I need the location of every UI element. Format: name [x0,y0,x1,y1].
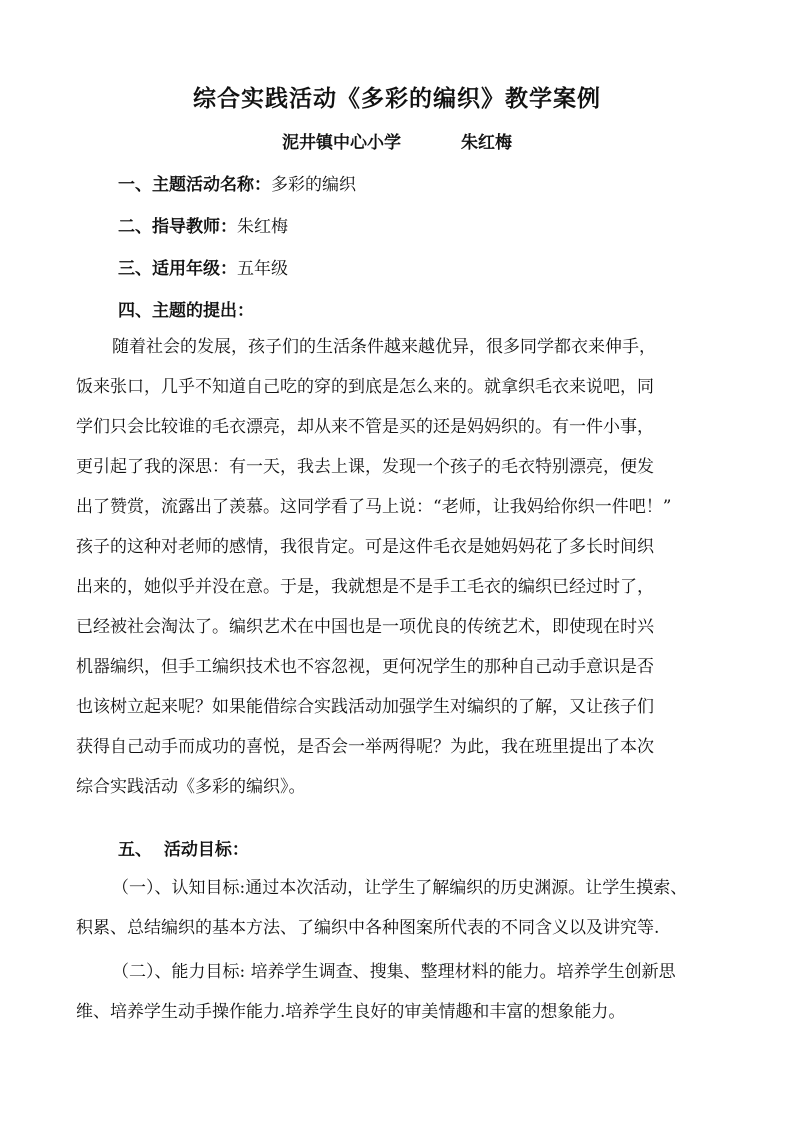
paragraph-line: 综合实践活动《多彩的编织》。 [76,777,306,797]
document-title: 综合实践活动《多彩的编织》教学案例 [193,85,601,112]
section-value: 朱红梅 [237,217,288,237]
paragraph-theme-origin [76,327,716,807]
paragraph-line: 更引起了我的深思：有一天，我去上课，发现一个孩子的毛衣特别漂亮，便发 [76,457,654,477]
paragraph-line: 学们只会比较谁的毛衣漂亮，却从来不管是买的还是妈妈织的。有一件小事， [76,417,654,437]
section-label: 五、 活动目标： [118,840,249,860]
section-label: 四、主题的提出： [118,301,254,321]
paragraph-line: 孩子的这种对老师的感情，我很肯定。可是这件毛衣是她妈妈花了多长时间织 [76,537,654,557]
school-name: 泥井镇中心小学 [282,133,401,153]
paragraph-ability-goal [76,952,716,1032]
section-activity-goals [118,835,249,860]
paragraph-cognitive-goal [76,868,716,948]
paragraph-line: （二）、能力目标: 培养学生调查、搜集、整理材料的能力。培养学生创新思 [112,962,676,982]
author-name: 朱红梅 [461,133,512,153]
section-instructor [118,212,288,237]
section-theme-name [118,170,356,195]
document-subtitle [0,128,794,153]
paragraph-line: 出了赞赏，流露出了羡慕。这同学看了马上说：“老师，让我妈给你织一件吧！” [76,497,672,517]
section-value: 五年级 [237,259,288,279]
section-label: 一、主题活动名称： [118,175,271,195]
paragraph-line: 饭来张口，几乎不知道自己吃的穿的到底是怎么来的。就拿织毛衣来说吧，同 [76,377,654,397]
section-label: 三、适用年级： [118,259,237,279]
paragraph-line: （一）、认知目标:通过本次活动，让学生了解编织的历史渊源。让学生摸索、 [112,878,688,898]
paragraph-line: 已经被社会淘汰了。编织艺术在中国也是一项优良的传统艺术，即使现在时兴 [76,617,654,637]
paragraph-line: 也该树立起来呢？如果能借综合实践活动加强学生对编织的了解，又让孩子们 [76,697,654,717]
paragraph-line: 随着社会的发展，孩子们的生活条件越来越优异，很多同学都衣来伸手， [112,337,656,357]
section-grade [118,254,288,279]
paragraph-line: 维、培养学生动手操作能力.培养学生良好的审美情趣和丰富的想象能力。 [76,1002,626,1022]
paragraph-line: 机器编织，但手工编织技术也不容忽视，更何况学生的那种自己动手意识是否 [76,657,654,677]
section-value: 多彩的编织 [271,175,356,195]
paragraph-line: 积累、总结编织的基本方法、了编织中各种图案所代表的不同含义以及讲究等. [76,918,660,938]
section-label: 二、指导教师： [118,217,237,237]
section-theme-origin [118,296,254,321]
paragraph-line: 出来的，她似乎并没在意。于是，我就想是不是手工毛衣的编织已经过时了， [76,577,654,597]
paragraph-line: 获得自己动手而成功的喜悦，是否会一举两得呢？为此，我在班里提出了本次 [76,737,654,757]
